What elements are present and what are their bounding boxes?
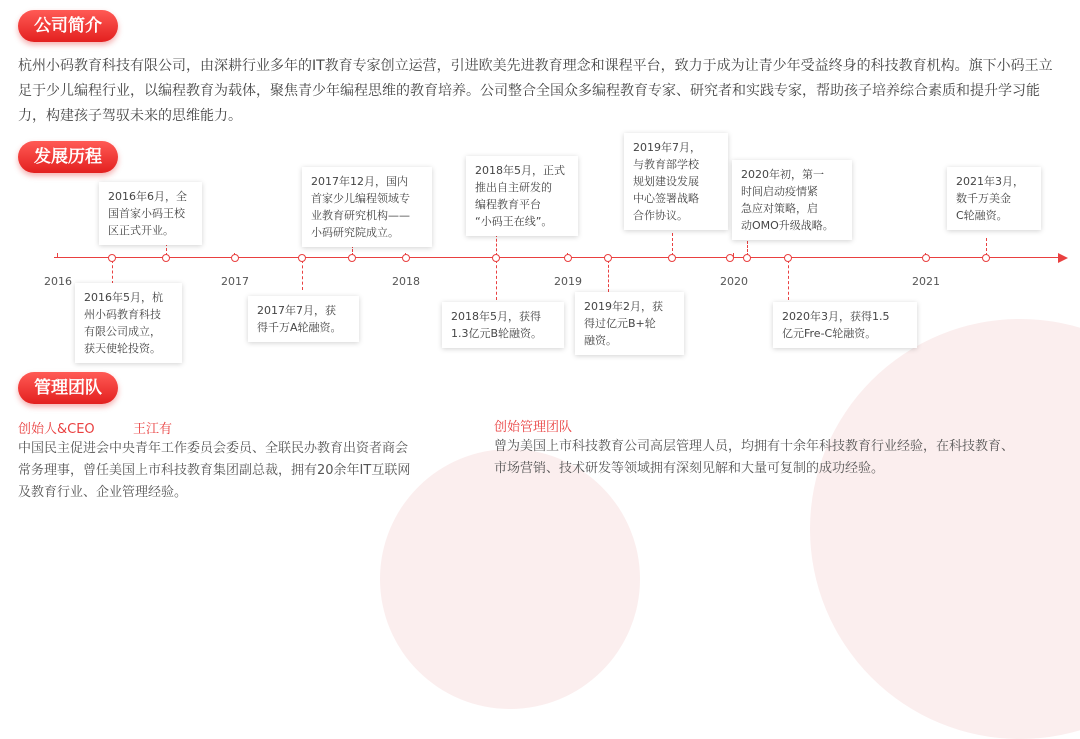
event-card-line: 有限公司成立， bbox=[84, 325, 161, 338]
event-card-line: C轮融资。 bbox=[956, 209, 1008, 222]
event-card-2017-12 bbox=[302, 167, 432, 247]
founder-description-line: 中国民主促进会中央青年工作委员会委员、全联民办教育出资者商会 bbox=[18, 441, 409, 456]
team-role: 创始管理团队 bbox=[494, 420, 573, 435]
event-card-line: 2020年初，第一 bbox=[741, 168, 824, 181]
event-card-line: 2020年3月，获得1.5 bbox=[782, 310, 890, 323]
intro-section-title: 公司简介 bbox=[18, 10, 118, 42]
year-label: 2021 bbox=[912, 275, 940, 288]
founder-description-line: 及教育行业、企业管理经验。 bbox=[18, 485, 188, 500]
event-card-2019-02 bbox=[575, 292, 684, 355]
event-card-2020-03 bbox=[773, 302, 917, 348]
year-label: 2018 bbox=[392, 275, 420, 288]
event-card-line: 得过亿元B+轮 bbox=[584, 317, 656, 330]
event-card-line: 国首家小码王校 bbox=[108, 207, 185, 220]
founder-description-line: 常务理事，曾任美国上市科技教育集团副总裁，拥有20余年IT互联网 bbox=[18, 463, 411, 478]
event-connector bbox=[672, 233, 673, 256]
event-connector bbox=[788, 260, 789, 300]
event-card-line: 推出自主研发的 bbox=[475, 181, 552, 194]
event-card-2019-07 bbox=[624, 133, 728, 230]
event-card-line: 2019年2月，获 bbox=[584, 300, 663, 313]
event-card-line: 合作协议。 bbox=[633, 209, 688, 222]
timeline-dot bbox=[402, 254, 410, 262]
event-card-line: 州小码教育科技 bbox=[84, 308, 161, 321]
event-card-line: 动OMO升级战略。 bbox=[741, 219, 834, 232]
event-card-2020-early bbox=[732, 160, 852, 240]
team-section-title: 管理团队 bbox=[18, 372, 118, 404]
founder-name: 王江有 bbox=[133, 422, 173, 437]
event-card-line: 2017年12月，国内 bbox=[311, 175, 408, 188]
timeline-dot bbox=[922, 254, 930, 262]
timeline-dot bbox=[348, 254, 356, 262]
event-card-line: 2016年6月，全 bbox=[108, 190, 187, 203]
history-section-title: 发展历程 bbox=[18, 141, 118, 173]
event-card-line: 2017年7月，获 bbox=[257, 304, 336, 317]
event-card-2018-05-funding bbox=[442, 302, 564, 348]
event-connector bbox=[608, 260, 609, 292]
timeline-dot bbox=[784, 254, 792, 262]
timeline-dot bbox=[108, 254, 116, 262]
year-label: 2020 bbox=[720, 275, 748, 288]
year-label: 2017 bbox=[221, 275, 249, 288]
year-tick bbox=[57, 253, 58, 258]
background-decoration bbox=[380, 449, 640, 709]
event-connector bbox=[112, 260, 113, 284]
event-card-line: 时间启动疫情紧 bbox=[741, 185, 818, 198]
event-card-line: 业教育研究机构—— bbox=[311, 209, 410, 222]
year-label: 2016 bbox=[44, 275, 72, 288]
event-card-line: 数千万美金 bbox=[956, 192, 1011, 205]
event-card-line: 2018年5月，获得 bbox=[451, 310, 541, 323]
event-card-line: 区正式开业。 bbox=[108, 224, 174, 237]
event-card-line: 2018年5月，正式 bbox=[475, 164, 565, 177]
event-card-line: “小码王在线”。 bbox=[475, 215, 553, 228]
team-description bbox=[494, 436, 1014, 480]
event-card-line: 获天使轮投资。 bbox=[84, 342, 161, 355]
event-connector bbox=[496, 234, 497, 256]
event-card-line: 规划建设发展 bbox=[633, 175, 699, 188]
event-card-2016-06 bbox=[99, 182, 202, 245]
event-card-line: 亿元Fre-C轮融资。 bbox=[782, 327, 877, 340]
event-connector bbox=[302, 260, 303, 290]
timeline-dot bbox=[298, 254, 306, 262]
event-card-line: 与教育部学校 bbox=[633, 158, 699, 171]
year-label: 2019 bbox=[554, 275, 582, 288]
event-card-line: 急应对策略，启 bbox=[741, 202, 818, 215]
intro-paragraph: 杭州小码教育科技有限公司，由深耕行业多年的IT教育专家创立运营，引进欧美先进教育理念和课程平台，致力于成为让青少年受益终身的科技教育机构。旗下小码王立足于少儿编程行业，以编程教育为载体，聚焦青少年编程思维的教育培养。公司整合全国众多编程教育专家、研究者和实践专家，帮助孩子培养综合素质和提升学习能力，构建孩子驾驭未来的思维能力。 bbox=[18, 58, 1053, 124]
event-card-line: 小码研究院成立。 bbox=[311, 226, 399, 239]
event-card-line: 融资。 bbox=[584, 334, 617, 347]
timeline-arrow-icon bbox=[1058, 253, 1068, 263]
timeline-dot bbox=[982, 254, 990, 262]
timeline-dot bbox=[564, 254, 572, 262]
timeline-dot bbox=[231, 254, 239, 262]
event-card-line: 2019年7月， bbox=[633, 141, 701, 154]
timeline-axis bbox=[54, 257, 1060, 258]
event-card-2016-05 bbox=[75, 283, 182, 363]
timeline-dot bbox=[668, 254, 676, 262]
event-card-line: 首家少儿编程领域专 bbox=[311, 192, 410, 205]
timeline-dot bbox=[743, 254, 751, 262]
founder-description bbox=[18, 438, 410, 504]
team-description-line: 市场营销、技术研发等领域拥有深刻见解和大量可复制的成功经验。 bbox=[494, 461, 885, 476]
event-card-line: 1.3亿元B轮融资。 bbox=[451, 327, 543, 340]
event-card-2021-03 bbox=[947, 167, 1041, 230]
event-card-2018-05-platform bbox=[466, 156, 578, 236]
founder-role: 创始人&CEO bbox=[18, 422, 95, 437]
event-card-line: 中心签署战略 bbox=[633, 192, 699, 205]
event-card-line: 编程教育平台 bbox=[475, 198, 541, 211]
team-description-line: 曾为美国上市科技教育公司高层管理人员，均拥有十余年科技教育行业经验，在科技教育、 bbox=[494, 439, 1015, 454]
timeline-dot bbox=[604, 254, 612, 262]
event-connector bbox=[496, 260, 497, 300]
timeline-dot bbox=[162, 254, 170, 262]
event-card-line: 2016年5月，杭 bbox=[84, 291, 163, 304]
timeline-dot bbox=[492, 254, 500, 262]
background-decoration bbox=[810, 319, 1080, 739]
event-card-line: 得千万A轮融资。 bbox=[257, 321, 342, 334]
timeline-dot bbox=[726, 254, 734, 262]
event-card-line: 2021年3月， bbox=[956, 175, 1024, 188]
event-card-2017-07 bbox=[248, 296, 359, 342]
